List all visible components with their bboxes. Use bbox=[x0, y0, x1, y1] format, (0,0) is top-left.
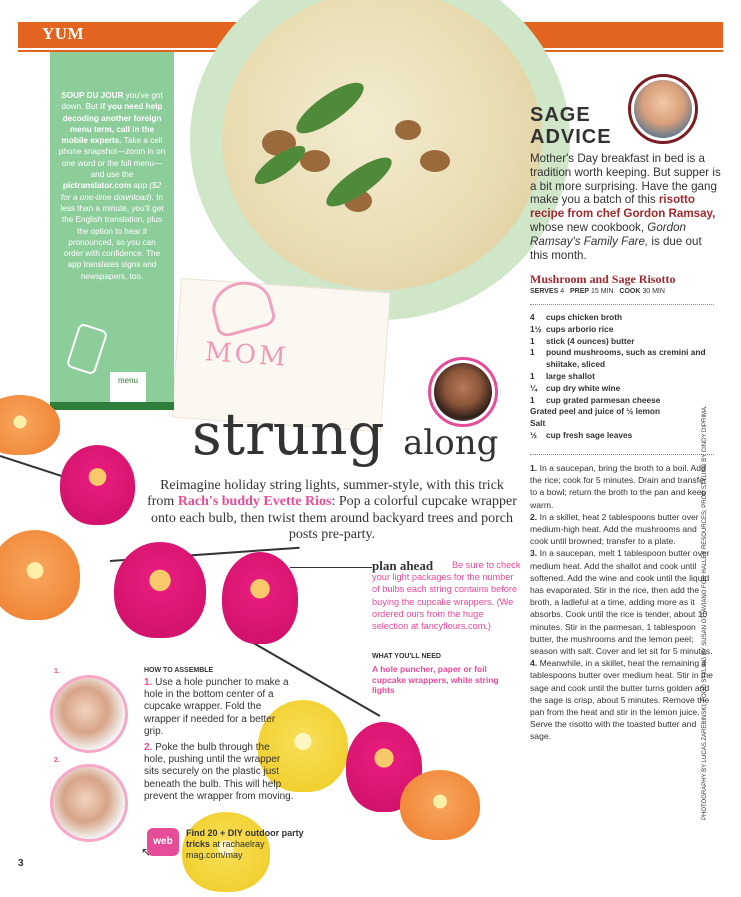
ingredient-name: stick (4 ounces) butter bbox=[546, 335, 635, 346]
web-link-text[interactable] bbox=[186, 828, 316, 861]
need-body: A hole puncher, paper or foil cupcake wrappers, white string lights bbox=[372, 664, 499, 695]
mushroom-slice bbox=[395, 120, 421, 140]
ingredient-name: cup fresh sage leaves bbox=[546, 429, 633, 440]
ingredient-item bbox=[530, 312, 716, 324]
step-photo-label: 2. bbox=[54, 757, 60, 764]
cupcake-light bbox=[60, 445, 135, 525]
cook-value: 30 MIN bbox=[642, 288, 665, 295]
sidebar-kicker: SOUP DU JOUR bbox=[61, 91, 124, 100]
dek-text-2: : Pop a colorful cupcake wrapper onto each bulb, then twist them around backyard trees and porch posts pre-party. bbox=[151, 494, 517, 543]
ingredient-qty: ¼ bbox=[530, 382, 537, 393]
assemble-step-text: Poke the bulb through the hole, pushing until the wrapper sits securely on the plastic just beneath the bulb. This will help prevent the wrapper from moving. bbox=[144, 742, 294, 802]
ingredient-qty: 4 bbox=[530, 312, 535, 322]
ingredient-name: Grated peel and juice of ½ lemon bbox=[530, 406, 661, 417]
web-badge[interactable]: web bbox=[147, 828, 179, 856]
ingredient-item bbox=[530, 347, 716, 371]
instruction-step bbox=[530, 462, 716, 511]
step-number: 2. bbox=[530, 511, 538, 522]
step-2-photo bbox=[50, 764, 128, 842]
step-text: In a saucepan, melt 1 tablespoon butter over medium heat. Add the shallot and cook until softened. Add the wine and cook until the liquid has evaporated. Stir in the rice, then add the broth, a ladleful at a time, adding more as it absorbs. Cook until the rice is tender, about 10 minutes. Stir in the parmesan, 1 tablespoon butter, the mushrooms and the lemon peel; season with salt. Cover and let sit for 5 minutes. bbox=[530, 548, 713, 657]
ingredient-qty: ½ bbox=[530, 429, 537, 440]
cupcake-light bbox=[222, 552, 298, 644]
step-number: 3. bbox=[530, 548, 538, 559]
sage-body-2: whose new cookbook, bbox=[530, 220, 648, 234]
ingredient-list bbox=[530, 312, 716, 442]
ingredient-name: large shallot bbox=[546, 370, 595, 381]
gordon-ramsay-avatar bbox=[634, 80, 692, 138]
sidebar-text-3: app bbox=[131, 181, 150, 191]
sage-body-1: Mother's Day breakfast in bed is a tradition worth keeping. But supper is a bit more surprising. Have the gang make you a batch of this bbox=[530, 152, 721, 207]
step-text: In a saucepan, bring the broth to a boil. Add the rice; cook for 5 minutes. Drain and transfer to a bowl; return the broth to the pan and keep warm. bbox=[530, 463, 707, 510]
cook-label: COOK bbox=[619, 288, 641, 295]
ingredient-item bbox=[530, 383, 716, 395]
page-number: 3 bbox=[18, 858, 24, 869]
mom-card-text: MOM bbox=[204, 337, 290, 373]
ingredient-qty: 1 bbox=[530, 394, 535, 405]
ingredient-item bbox=[530, 395, 716, 407]
sage-advice-title bbox=[530, 104, 640, 148]
assemble-step-1 bbox=[144, 677, 294, 738]
step-number: 4. bbox=[530, 658, 538, 669]
sage-body-bold: risotto recipe from chef Gordon Ramsay, bbox=[530, 193, 716, 221]
ingredient-qty: 1 bbox=[530, 335, 535, 346]
ingredient-item bbox=[530, 430, 716, 442]
feature-headline bbox=[192, 400, 499, 468]
ingredient-name: cups chicken broth bbox=[546, 312, 623, 322]
menu-card: menu bbox=[110, 372, 146, 402]
mushroom-slice bbox=[420, 150, 450, 172]
instruction-step bbox=[530, 547, 716, 657]
sidebar-text-2: Take a cell phone snapshot—zoom in on one word or the full menu—and use the bbox=[58, 136, 166, 180]
recipe-instructions bbox=[530, 462, 716, 743]
step-photo-label: 1. bbox=[54, 668, 60, 675]
ingredient-qty: 1 bbox=[530, 370, 535, 381]
sidebar-app-link[interactable]: pictranslator.com bbox=[62, 181, 132, 191]
dek-evette-name: Rach's buddy Evette Rios bbox=[177, 494, 332, 510]
sidebar-bottom-band bbox=[50, 402, 174, 410]
sidebar-text-4: In less than a minute, you'll get the English translation, plus the option to hear it pronounced, so you can order with confidence. The app translates signs and newspapers, too. bbox=[60, 192, 164, 281]
serves-label: SERVES bbox=[530, 288, 559, 295]
recipe-meta bbox=[530, 288, 665, 295]
step-text: Meanwhile, in a skillet, heat the remaining 4 tablespoons butter over medium heat. Stir in the sage and cook until the butter turns golden and the sage is crisp, about 5 minutes. Remove the pan from the heat and stir in the lemon juice. Serve the risotto with the toasted butter and sage. bbox=[530, 658, 713, 742]
sage-body-3: is due out this month. bbox=[530, 234, 702, 262]
web-text-bold: Find 20 + DIY outdoor party tricks bbox=[186, 828, 304, 849]
web-text-url: at rachaelray mag.com/may bbox=[186, 839, 265, 860]
instruction-step bbox=[530, 657, 716, 742]
dek-text-1: Reimagine holiday string lights, summer-style, with this trick from bbox=[147, 478, 504, 510]
ingredient-item bbox=[530, 406, 716, 418]
step-number: 1. bbox=[530, 463, 538, 473]
step-text: In a skillet, heat 2 tablespoons butter over medium-high heat. Add the mushrooms and cook until browned; transfer to a plate. bbox=[530, 511, 699, 547]
feature-dek bbox=[146, 478, 518, 544]
recipe-title: Mushroom and Sage Risotto bbox=[530, 272, 676, 286]
cursor-arrow-icon: ↖ bbox=[141, 845, 152, 859]
plan-ahead-heading: plan ahead bbox=[372, 558, 434, 573]
headline-word-strung: strung bbox=[192, 400, 385, 468]
ingredient-name: cup dry white wine bbox=[546, 382, 621, 393]
ingredient-item bbox=[530, 324, 716, 336]
recipe-divider bbox=[530, 454, 714, 455]
plan-ahead-pointer bbox=[290, 567, 372, 568]
ingredient-name: cups arborio rice bbox=[546, 323, 614, 334]
cupcake-light bbox=[114, 542, 206, 638]
assemble-step-number: 2. bbox=[144, 742, 153, 753]
assemble-step-2 bbox=[144, 742, 294, 803]
recipe-divider bbox=[530, 304, 714, 305]
sage-advice-body bbox=[530, 152, 722, 262]
plan-ahead-body: Be sure to check your light packages for the number of bulbs each string contains before buying the cupcake wrappers. (We ordered ours from the huge selection at fancyflours.com.) bbox=[372, 560, 521, 632]
ingredient-qty: 1½ bbox=[530, 323, 542, 334]
ingredient-item bbox=[530, 371, 716, 383]
instruction-step bbox=[530, 511, 716, 548]
sage-title-line1: SAGE bbox=[530, 104, 591, 126]
sidebar-text-bold-1: if you need help decoding another foreign menu term, call in the mobile experts. bbox=[61, 102, 163, 146]
ingredient-name: Salt bbox=[530, 418, 546, 429]
step-1-photo bbox=[50, 675, 128, 753]
ingredient-name: pound mushrooms, such as cremini and shiitake, sliced bbox=[546, 347, 706, 370]
sidebar-text bbox=[58, 90, 166, 282]
cupcake-light bbox=[0, 530, 80, 620]
ingredient-qty: 1 bbox=[530, 347, 535, 358]
assemble-step-number: 1. bbox=[144, 677, 153, 688]
sidebar-price: ($2 for a one-time download). bbox=[61, 181, 162, 202]
sidebar-text-1: you've got down. But bbox=[61, 91, 163, 112]
ingredient-item bbox=[530, 418, 716, 430]
prep-label: PREP bbox=[569, 288, 590, 295]
cupcake-light bbox=[400, 770, 480, 840]
how-to-assemble-title: HOW TO ASSEMBLE bbox=[144, 667, 214, 674]
headline-word-along: along bbox=[403, 423, 499, 463]
section-label: YUM bbox=[42, 24, 85, 43]
need-title: WHAT YOU'LL NEED bbox=[372, 653, 441, 660]
sage-book-title: Gordon Ramsay's Family Fare, bbox=[530, 220, 686, 248]
ingredient-item bbox=[530, 336, 716, 348]
assemble-step-text: Use a hole puncher to make a hole in the bottom center of a cupcake wrapper. Fold the wrapper if needed for a better grip. bbox=[144, 677, 289, 737]
serves-value: 4 bbox=[560, 288, 565, 295]
photo-credit: PHOTOGRAPHY BY LUCAS ZAREBINSKI; FOOD STYLING BY SUSAN OTTAVIANO FOR HALLEY RESOURCES; PROP STYLING BY CINDY DIPRIMA. bbox=[702, 405, 708, 820]
sage-title-line2: ADVICE bbox=[530, 126, 612, 148]
ingredient-name: cup grated parmesan cheese bbox=[546, 394, 661, 405]
prep-value: 15 MIN bbox=[591, 288, 614, 295]
